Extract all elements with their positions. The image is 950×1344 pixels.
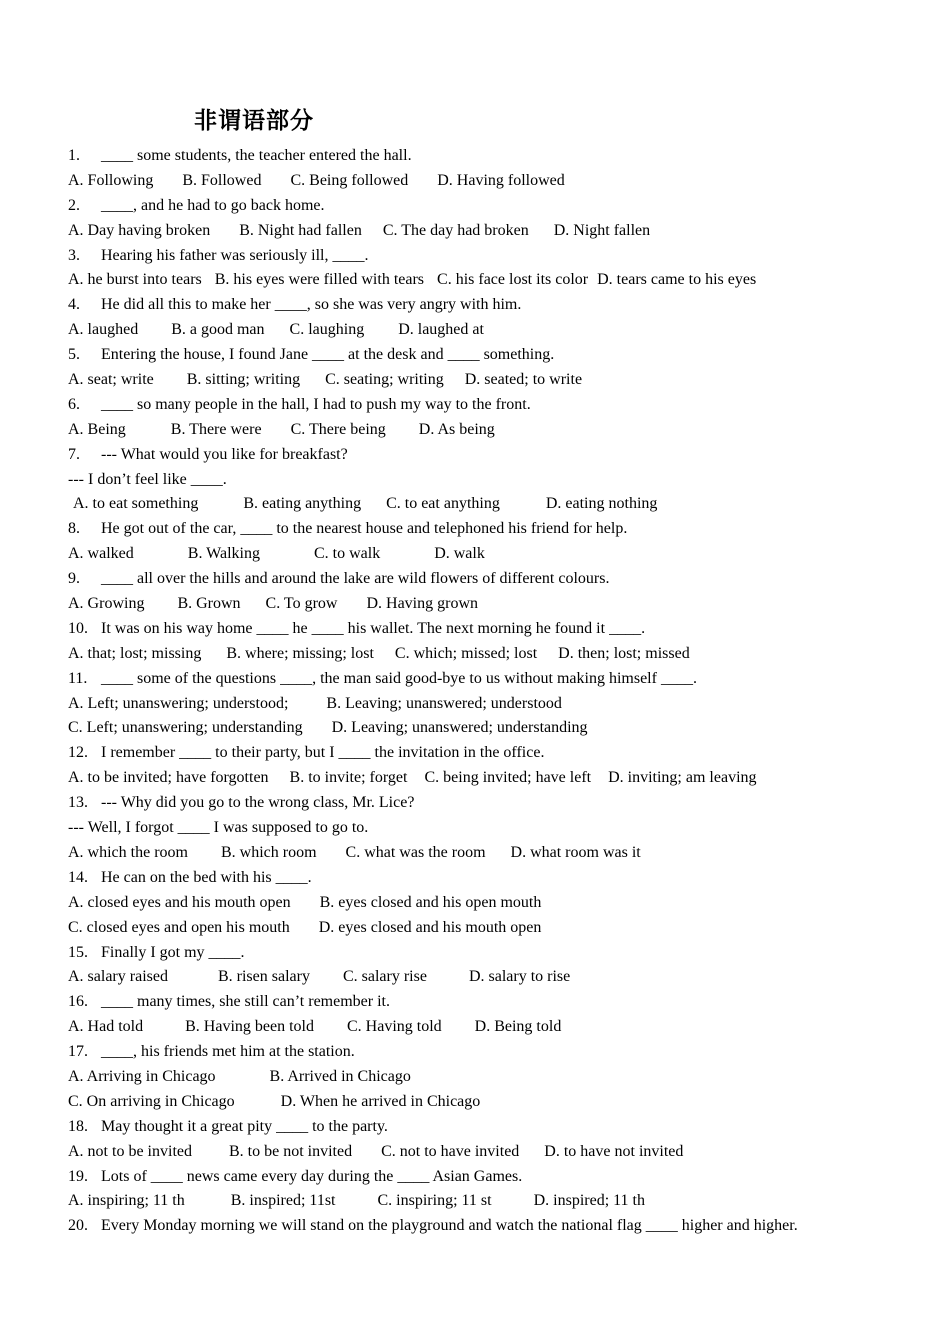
answer-option[interactable]: C. his face lost its color (437, 271, 589, 289)
answer-option[interactable]: D. walk (434, 545, 485, 563)
question-number: 19. (68, 1167, 88, 1185)
answer-option[interactable]: C. Having told (346, 1018, 442, 1036)
answer-options (68, 219, 918, 244)
answer-option[interactable]: C. closed eyes and open his mouth (68, 918, 290, 936)
answer-option[interactable]: D. eyes closed and his mouth open (318, 918, 542, 936)
answer-option[interactable]: C. Left; unanswering; understanding (68, 719, 303, 737)
answer-option[interactable]: A. Day having broken (68, 221, 211, 239)
answer-option[interactable]: B. Followed (182, 171, 262, 189)
question-text: ____ many times, she still can’t remember it. (101, 993, 390, 1011)
answer-options (68, 841, 918, 866)
question-stem (68, 194, 918, 219)
answer-option[interactable]: D. tears came to his eyes (597, 271, 757, 289)
answer-option[interactable]: C. Being followed (290, 171, 409, 189)
question-number: 9. (68, 570, 80, 588)
answer-option[interactable]: D. Night fallen (553, 221, 651, 239)
answer-option[interactable]: B. eyes closed and his open mouth (319, 893, 542, 911)
question-list (68, 144, 918, 1239)
question-number: 1. (68, 147, 80, 164)
answer-option[interactable]: A. walked (68, 545, 134, 563)
question-stem (68, 1040, 918, 1065)
answer-option[interactable]: A. to be invited; have forgotten (68, 769, 269, 787)
answer-option[interactable]: A. not to be invited (68, 1142, 192, 1160)
answer-option[interactable]: C. seating; writing (325, 371, 444, 389)
answer-option[interactable]: A. Had told (68, 1018, 144, 1036)
answer-option[interactable]: A. Left; unanswering; understood; (68, 694, 289, 712)
answer-option[interactable]: A. which the room (68, 843, 188, 861)
question-number: 12. (68, 744, 88, 762)
question-text: Lots of ____ news came every day during the ____ Asian Games. (101, 1167, 523, 1185)
question-text: ____ some students, the teacher entered the hall. (101, 147, 412, 164)
question-number: 17. (68, 1043, 88, 1061)
question-stem (68, 941, 918, 966)
answer-option[interactable]: D. what room was it (510, 843, 641, 861)
answer-options (68, 891, 918, 916)
question-number: 6. (68, 395, 80, 413)
question-stem (68, 1115, 918, 1140)
dialogue-line: --- I don’t feel like ____. (68, 470, 227, 488)
answer-option[interactable]: A. closed eyes and his mouth open (68, 893, 291, 911)
answer-options (68, 642, 918, 667)
question-text: ____, his friends met him at the station. (101, 1043, 355, 1061)
answer-option[interactable]: C. not to have invited (381, 1142, 520, 1160)
answer-options (68, 692, 918, 717)
answer-option[interactable]: A. to eat something (73, 495, 199, 513)
answer-option[interactable]: A. that; lost; missing (68, 644, 202, 662)
answer-option[interactable]: C. To grow (265, 595, 338, 613)
answer-option[interactable]: A. he burst into tears (68, 271, 202, 289)
answer-option[interactable]: D. inspired; 11 th (533, 1192, 645, 1210)
answer-option[interactable]: D. Being told (474, 1018, 562, 1036)
page-title: 非谓语部分 (194, 108, 314, 134)
answer-option[interactable]: A. inspiring; 11 th (68, 1192, 185, 1210)
answer-option[interactable]: C. The day had broken (382, 221, 529, 239)
question-text: ____ some of the questions ____, the man said good-bye to us without making himself ____. (101, 669, 697, 687)
answer-option[interactable]: D. seated; to write (464, 371, 583, 389)
question-text: He can on the bed with his ____. (101, 868, 312, 886)
answer-option[interactable]: C. salary rise (342, 968, 427, 986)
answer-option[interactable]: A. Being (68, 420, 126, 438)
answer-option[interactable]: A. Growing (68, 595, 145, 613)
question-stem (68, 244, 918, 269)
question-stem (68, 517, 918, 542)
answer-option[interactable]: B. risen salary (217, 968, 310, 986)
question-number: 5. (68, 346, 80, 364)
answer-options (68, 1140, 918, 1165)
question-text: ____, and he had to go back home. (101, 196, 325, 214)
answer-option[interactable]: B. Walking (187, 545, 260, 563)
answer-option[interactable]: D. laughed at (398, 321, 484, 339)
answer-option[interactable]: B. a good man (171, 321, 265, 339)
question-number: 8. (68, 520, 80, 538)
answer-option[interactable]: D. Having followed (437, 171, 565, 189)
question-text: It was on his way home ____ he ____ his wallet. The next morning he found it ____. (101, 619, 646, 637)
answer-option[interactable]: C. to eat anything (386, 495, 500, 513)
question-text: Entering the house, I found Jane ____ at the desk and ____ something. (101, 346, 555, 364)
answer-options (68, 1189, 918, 1214)
question-stem (68, 293, 918, 318)
answer-option[interactable]: B. eating anything (243, 495, 362, 513)
question-stem (68, 1214, 918, 1239)
answer-option[interactable]: C. On arriving in Chicago (68, 1092, 235, 1110)
answer-option[interactable]: D. When he arrived in Chicago (280, 1092, 481, 1110)
answer-options (68, 268, 918, 293)
answer-options (68, 542, 918, 567)
answer-option[interactable]: D. Having grown (366, 595, 479, 613)
answer-option[interactable]: B. to be not invited (228, 1142, 353, 1160)
question-stem (68, 144, 918, 169)
answer-option[interactable]: D. eating nothing (545, 495, 658, 513)
question-stem (68, 791, 918, 816)
question-text: I remember ____ to their party, but I ____ the invitation in the office. (101, 744, 545, 762)
answer-option[interactable]: A. seat; write (68, 371, 154, 389)
answer-option[interactable]: D. to have not invited (544, 1142, 684, 1160)
answer-option[interactable]: B. sitting; writing (186, 371, 301, 389)
answer-option[interactable]: C. There being (290, 420, 386, 438)
answer-options (68, 1090, 918, 1115)
question-number: 7. (68, 445, 80, 463)
answer-option[interactable]: A. laughed (68, 321, 139, 339)
answer-option[interactable]: B. which room (220, 843, 317, 861)
question-text: ____ so many people in the hall, I had to push my way to the front. (101, 395, 531, 413)
question-text: He got out of the car, ____ to the nearest house and telephoned his friend for help. (101, 520, 628, 538)
question-number: 10. (68, 619, 88, 637)
answer-options (68, 766, 918, 791)
answer-option[interactable]: B. Grown (177, 595, 241, 613)
answer-options (68, 318, 918, 343)
question-number: 14. (68, 868, 88, 886)
answer-option[interactable]: D. then; lost; missed (558, 644, 690, 662)
answer-option[interactable]: A. Arriving in Chicago (68, 1067, 216, 1085)
answer-option[interactable]: B. his eyes were filled with tears (214, 271, 425, 289)
question-stem (68, 443, 918, 468)
answer-option[interactable]: B. There were (170, 420, 262, 438)
answer-option[interactable]: C. laughing (289, 321, 365, 339)
answer-options (68, 1065, 918, 1090)
answer-options (68, 1015, 918, 1040)
question-number: 16. (68, 993, 88, 1011)
answer-option[interactable]: B. Arrived in Chicago (269, 1067, 411, 1085)
answer-option[interactable]: B. Night had fallen (239, 221, 362, 239)
answer-option[interactable]: B. Leaving; unanswered; understood (326, 694, 562, 712)
question-text: --- What would you like for breakfast? (101, 445, 348, 463)
answer-options (68, 965, 918, 990)
question-stem (68, 1165, 918, 1190)
question-text: Finally I got my ____. (101, 943, 245, 961)
answer-options (68, 592, 918, 617)
question-number: 11. (68, 669, 88, 687)
answer-option[interactable]: C. being invited; have left (424, 769, 592, 787)
question-text: May thought it a great pity ____ to the party. (101, 1117, 388, 1135)
question-text: --- Why did you go to the wrong class, Mr. Lice? (101, 794, 415, 812)
question-stem (68, 741, 918, 766)
answer-option[interactable]: C. what was the room (345, 843, 486, 861)
question-number: 3. (68, 246, 80, 264)
answer-option[interactable]: A. salary raised (68, 968, 168, 986)
question-number: 2. (68, 196, 80, 214)
answer-option[interactable]: B. Having been told (185, 1018, 314, 1036)
answer-option[interactable]: B. where; missing; lost (226, 644, 374, 662)
answer-options (68, 169, 918, 194)
question-stem (68, 343, 918, 368)
answer-option[interactable]: C. to walk (313, 545, 381, 563)
answer-options (68, 418, 918, 443)
question-text: Hearing his father was seriously ill, ____. (101, 246, 369, 264)
question-number: 4. (68, 296, 80, 314)
question-stem (68, 990, 918, 1015)
answer-option[interactable]: B. to invite; forget (289, 769, 408, 787)
question-text: ____ all over the hills and around the lake are wild flowers of different colours. (101, 570, 610, 588)
answer-option[interactable]: B. inspired; 11st (230, 1192, 336, 1210)
answer-option[interactable]: D. As being (418, 420, 495, 438)
question-number: 18. (68, 1117, 88, 1135)
question-stem (68, 393, 918, 418)
question-number: 13. (68, 794, 88, 812)
question-stem (68, 866, 918, 891)
answer-option[interactable]: D. inviting; am leaving (608, 769, 757, 787)
answer-option[interactable]: A. Following (68, 171, 154, 189)
answer-options (68, 492, 918, 517)
question-number: 20. (68, 1217, 88, 1235)
question-stem (68, 667, 918, 692)
answer-option[interactable]: D. Leaving; unanswered; understanding (331, 719, 588, 737)
answer-option[interactable]: C. which; missed; lost (394, 644, 538, 662)
answer-options (68, 916, 918, 941)
answer-option[interactable]: C. inspiring; 11 st (377, 1192, 492, 1210)
answer-options (68, 368, 918, 393)
question-stem (68, 567, 918, 592)
question-stem (68, 617, 918, 642)
answer-option[interactable]: D. salary to rise (468, 968, 571, 986)
answer-options (68, 716, 918, 741)
question-number: 15. (68, 943, 88, 961)
question-text: He did all this to make her ____, so she was very angry with him. (101, 296, 522, 314)
question-text: Every Monday morning we will stand on the playground and watch the national flag ____ higher and higher. (101, 1217, 798, 1235)
dialogue-line: --- Well, I forgot ____ I was supposed to go to. (68, 819, 369, 837)
